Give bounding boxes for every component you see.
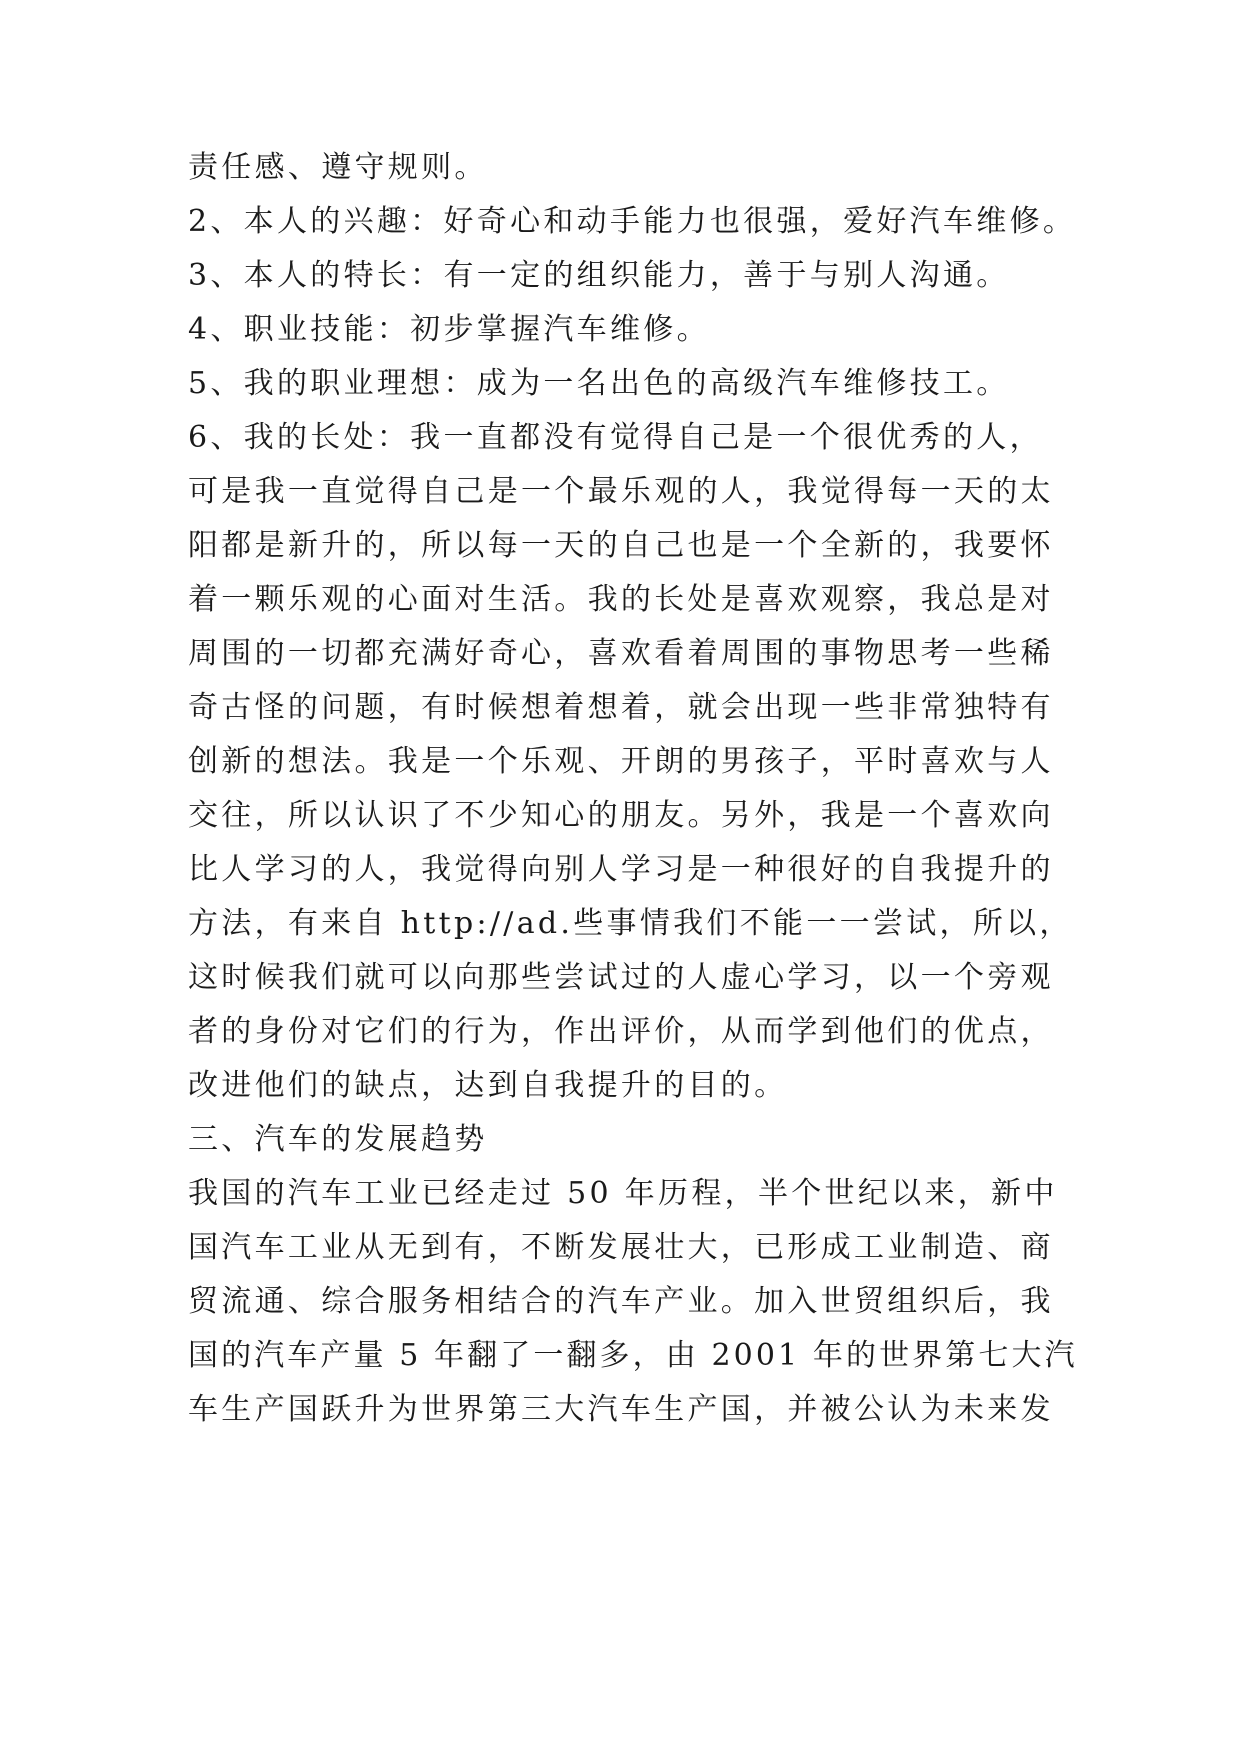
text-line: 周围的一切都充满好奇心，喜欢看着周围的事物思考一些稀 [188,636,1054,671]
text-line: 3、本人的特长：有一定的组织能力，善于与别人沟通。 [188,258,1010,293]
text-line: 这时候我们就可以向那些尝试过的人虚心学习，以一个旁观 [188,960,1054,995]
text-line: 6、我的长处：我一直都没有觉得自己是一个很优秀的人， [188,420,1043,455]
text-line: 5、我的职业理想：成为一名出色的高级汽车维修技工。 [188,366,1010,401]
text-line: 改进他们的缺点，达到自我提升的目的。 [188,1068,788,1103]
section-heading: 三、汽车的发展趋势 [188,1122,488,1157]
text-line: 国汽车工业从无到有，不断发展壮大，已形成工业制造、商 [188,1230,1054,1265]
text-line: 奇古怪的问题，有时候想着想着，就会出现一些非常独特有 [188,690,1054,725]
text-line: 贸流通、综合服务相结合的汽车产业。加入世贸组织后，我 [188,1284,1054,1319]
text-line: 创新的想法。我是一个乐观、开朗的男孩子，平时喜欢与人 [188,744,1054,779]
text-line: 2、本人的兴趣：好奇心和动手能力也很强，爱好汽车维修。 [188,204,1077,239]
text-line: 我国的汽车工业已经走过 50 年历程，半个世纪以来，新中 [188,1176,1058,1211]
text-line: 国的汽车产量 5 年翻了一翻多，由 2001 年的世界第七大汽 [188,1338,1078,1373]
text-line: 4、职业技能：初步掌握汽车维修。 [188,312,710,347]
text-line: 责任感、遵守规则。 [188,150,488,185]
text-line: 比人学习的人，我觉得向别人学习是一种很好的自我提升的 [188,852,1054,887]
text-line: 车生产国跃升为世界第三大汽车生产国，并被公认为未来发 [188,1392,1054,1427]
text-line: 着一颗乐观的心面对生活。我的长处是喜欢观察，我总是对 [188,582,1054,617]
text-line: 方法，有来自 http://ad.些事情我们不能一一尝试，所以， [188,906,1073,941]
text-line: 可是我一直觉得自己是一个最乐观的人，我觉得每一天的太 [188,474,1054,509]
text-line: 者的身份对它们的行为，作出评价，从而学到他们的优点， [188,1014,1054,1049]
text-line: 交往，所以认识了不少知心的朋友。另外，我是一个喜欢向 [188,798,1054,833]
text-line: 阳都是新升的，所以每一天的自己也是一个全新的，我要怀 [188,528,1054,563]
